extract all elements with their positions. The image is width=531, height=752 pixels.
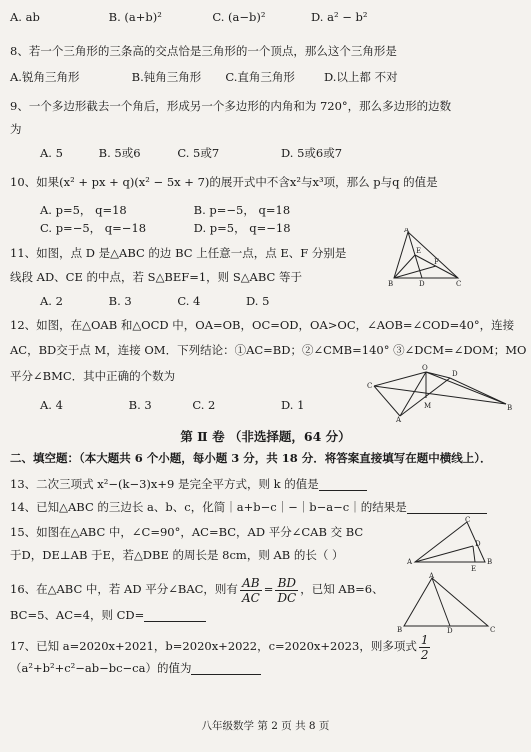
- part2-header: 二、填空题：（本大题共 6 个小题，每小题 3 分，共 18 分．将答案直接填写在题中横线上）．: [10, 451, 492, 465]
- q16-text-after: ，已知 AB=6、: [300, 582, 384, 596]
- q15-label-a: A: [407, 558, 413, 566]
- q9-option-c: C. 5或7: [177, 146, 220, 160]
- q9-option-d: D. 5或6或7: [280, 146, 343, 160]
- q14-stem: [10, 500, 487, 514]
- q16-figure: [396, 572, 502, 634]
- q16-text-2: BC=5、AC=4，则 CD=: [10, 608, 145, 622]
- q16-frac2-num: BD: [275, 576, 298, 591]
- q10-option-a: A. p=5， q=18: [40, 203, 127, 217]
- q12-option-a: A. 4: [40, 398, 63, 412]
- q17-stem-2: [10, 661, 261, 675]
- q16-fraction-bd-dc: [275, 576, 298, 605]
- q16-answer-blank[interactable]: [144, 621, 206, 622]
- q11-label-f: F: [434, 258, 439, 266]
- q13-text: 13、二次三项式 x²−(k−3)x+9 是完全平方式，则 k 的值是: [10, 477, 319, 491]
- q11-options: [40, 294, 269, 308]
- q11-label-a: A: [404, 228, 410, 234]
- q11-option-b: B. 3: [108, 294, 132, 308]
- q11-option-c: C. 4: [177, 294, 201, 308]
- q11-label-e: E: [416, 247, 422, 255]
- q11-label-b: B: [388, 280, 394, 288]
- q16-stem: [10, 575, 384, 605]
- q8-stem: 8、若一个三角形的三条高的交点恰是三角形的一个顶点，那么这个三角形是: [10, 44, 397, 58]
- q17-answer-blank[interactable]: [191, 674, 261, 675]
- q10-option-c: C. p=−5， q=−18: [40, 221, 147, 235]
- q13-answer-blank[interactable]: [319, 490, 367, 491]
- q12-stem: 12、如图，在△OAB 和△OCD 中，OA=OB，OC=OD，OA>OC，∠AOB=∠COD=40°，连接: [10, 318, 515, 332]
- q17-frac-num: 1: [420, 632, 429, 647]
- q10-options-row1: [40, 203, 290, 217]
- q16-label-d: D: [447, 627, 453, 634]
- q15-stem-2: 于D，DE⊥AB 于E，若△DBE 的周长是 8cm，则 AB 的长（ ）: [10, 548, 344, 562]
- q12-label-d: D: [452, 370, 458, 378]
- q11-label-d: D: [419, 280, 425, 288]
- q8-option-c: C.直角三角形: [225, 70, 295, 84]
- q7-options: [10, 10, 367, 24]
- q9-options: [40, 146, 342, 160]
- q16-stem-2: [10, 608, 206, 622]
- q17-text-2: （a²+b²+c²−ab−bc−ca）的值为: [10, 661, 192, 675]
- q16-label-c: C: [490, 626, 496, 634]
- q16-equals: =: [263, 582, 274, 596]
- q15-stem: 15、如图在△ABC 中，∠C=90°，AC=BC，AD 平分∠CAB 交 BC: [10, 525, 364, 539]
- q14-text: 14、已知△ABC 的三边长 a、b、c，化简｜a+b−c｜−｜b−a−c｜的结果是: [10, 500, 407, 514]
- q11-stem: 11、如图，点 D 是△ABC 的边 BC 上任意一点，点 E、F 分别是: [10, 246, 347, 260]
- q12-stem-3: 平分∠BMC．其中正确的个数为: [10, 369, 176, 383]
- q15-figure: [405, 516, 495, 574]
- q16-label-b: B: [397, 626, 403, 634]
- q12-option-b: B. 3: [128, 398, 152, 412]
- q12-label-c: C: [367, 382, 373, 390]
- q12-option-d: D. 1: [280, 398, 305, 412]
- q12-options: [40, 398, 304, 412]
- q11-stem-2: 线段 AD、CE 的中点，若 S△BEF=1，则 S△ABC 等于: [10, 270, 302, 284]
- q11-option-a: A. 2: [40, 294, 63, 308]
- q16-frac1-den: AC: [241, 590, 260, 605]
- q12-label-m: M: [424, 402, 432, 410]
- q10-options-row2: [40, 221, 291, 235]
- q9-option-b: B. 5或6: [98, 146, 141, 160]
- q7-option-d: D. a² − b²: [310, 10, 368, 24]
- q15-label-b: B: [487, 558, 493, 566]
- q12-label-a: A: [396, 416, 402, 422]
- q10-option-d: D. p=5， q=−18: [193, 221, 291, 235]
- q11-triangle-figure: [388, 228, 464, 290]
- q8-option-d: D.以上都 不对: [323, 70, 398, 84]
- q11-label-c: C: [456, 280, 462, 288]
- q17-text: 17、已知 a=2020x+2021，b=2020x+2022，c=2020x+2023，则多项式: [10, 639, 417, 653]
- q17-stem: [10, 632, 432, 662]
- q13-stem: [10, 477, 367, 491]
- q16-label-a: A: [429, 572, 435, 580]
- q16-frac2-den: DC: [277, 590, 297, 605]
- q10-stem: 10、如果(x² + px + q)(x² − 5x + 7)的展开式中不含x²与x³项，那么 p与q 的值是: [10, 175, 438, 189]
- q12-stem-2: AC，BD交于点 M，连接 OM．下列结论：①AC=BD；②∠CMB=140° ③∠DCM=∠DOM；MO: [10, 343, 527, 357]
- q17-fraction-half: [419, 633, 431, 662]
- q17-frac-den: 2: [420, 647, 429, 662]
- q16-fraction-ab-ac: [240, 576, 262, 605]
- q8-options: [10, 70, 398, 84]
- q8-option-b: B.钝角三角形: [131, 70, 202, 84]
- q12-figure: [366, 364, 516, 422]
- q16-frac1-num: AB: [240, 576, 262, 591]
- q9-option-a: A. 5: [40, 146, 63, 160]
- page-footer: 八年级数学 第 2 页 共 8 页: [201, 720, 330, 732]
- q12-option-c: C. 2: [192, 398, 216, 412]
- q7-option-b: B. (a+b)²: [108, 10, 162, 24]
- q9-stem-2: 为: [10, 122, 22, 136]
- q8-option-a: A.锐角三角形: [10, 70, 80, 84]
- q14-answer-blank[interactable]: [407, 513, 487, 514]
- q15-label-d: D: [475, 540, 481, 548]
- q15-label-c: C: [465, 516, 471, 524]
- q12-label-b: B: [507, 404, 513, 412]
- q15-label-e: E: [471, 565, 477, 573]
- q11-option-d: D. 5: [245, 294, 270, 308]
- q7-option-c: C. (a−b)²: [212, 10, 266, 24]
- q7-option-a: A. ab: [10, 10, 40, 24]
- q16-text-before: 16、在△ABC 中，若 AD 平分∠BAC，则有: [10, 582, 238, 596]
- q12-label-o: O: [422, 364, 428, 372]
- section-title: 第 Ⅱ 卷 （非选择题，64 分）: [180, 429, 351, 444]
- q10-option-b: B. p=−5， q=18: [193, 203, 291, 217]
- q9-stem: 9、一个多边形截去一个角后，形成另一个多边形的内角和为 720°，那么多边形的边数: [10, 99, 452, 113]
